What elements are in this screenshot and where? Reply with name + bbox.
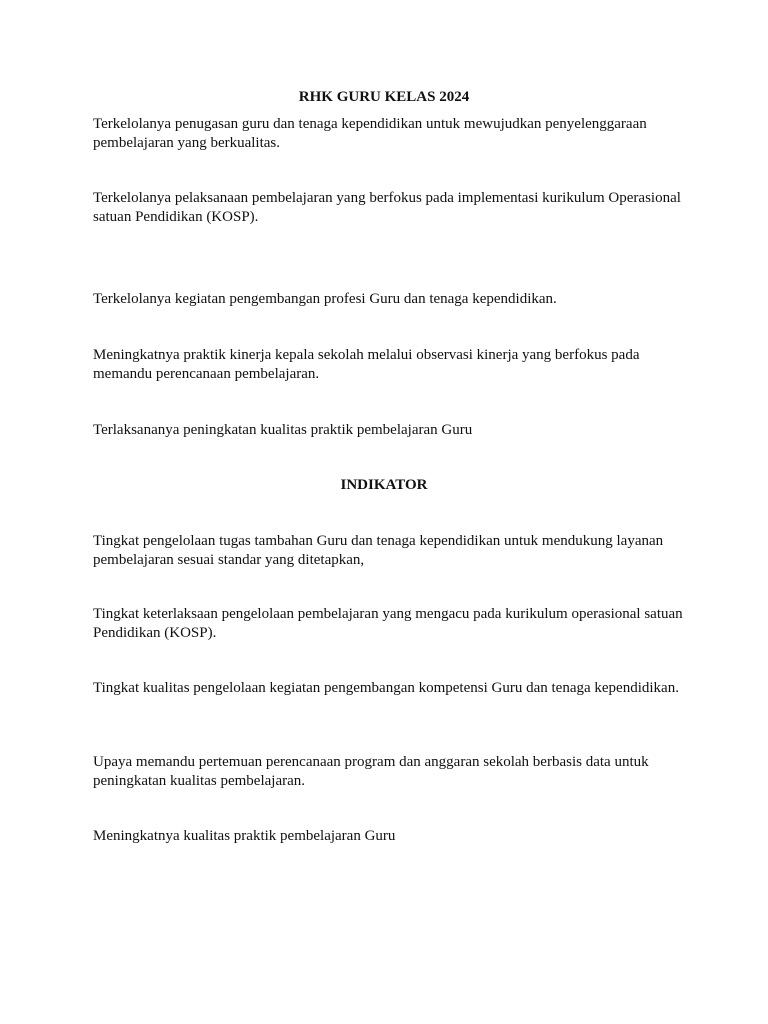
rhk-item-4: Meningkatnya praktik kinerja kepala sekolah melalui observasi kinerja yang berfokus pada memandu perencanaan pembelajaran. <box>93 347 640 382</box>
rhk-item-5: Terlaksananya peningkatan kualitas praktik pembelajaran Guru <box>93 422 473 438</box>
indikator-heading: INDIKATOR <box>340 477 428 493</box>
rhk-item-1: Terkelolanya penugasan guru dan tenaga kependidikan untuk mewujudkan penyelenggaraan pembelajaran yang berkualitas. <box>93 116 647 151</box>
rhk-item-3: Terkelolanya kegiatan pengembangan profesi Guru dan tenaga kependidikan. <box>93 291 557 307</box>
rhk-item-2: Terkelolanya pelaksanaan pembelajaran yang berfokus pada implementasi kurikulum Operasional satuan Pendidikan (KOSP). <box>93 190 681 225</box>
indikator-item-3: Tingkat kualitas pengelolaan kegiatan pengembangan kompetensi Guru dan tenaga kependidikan. <box>93 680 679 696</box>
indikator-item-2: Tingkat keterlaksaan pengelolaan pembelajaran yang mengacu pada kurikulum operasional satuan Pendidikan (KOSP). <box>93 606 683 641</box>
indikator-item-5: Meningkatnya kualitas praktik pembelajaran Guru <box>93 828 396 844</box>
indikator-item-1: Tingkat pengelolaan tugas tambahan Guru dan tenaga kependidikan untuk mendukung layanan pembelajaran sesuai standar yang ditetapkan, <box>93 533 664 568</box>
indikator-item-4: Upaya memandu pertemuan perencanaan program dan anggaran sekolah berbasis data untuk peningkatan kualitas pembelajaran. <box>93 754 649 789</box>
document-title: RHK GURU KELAS 2024 <box>298 89 470 105</box>
